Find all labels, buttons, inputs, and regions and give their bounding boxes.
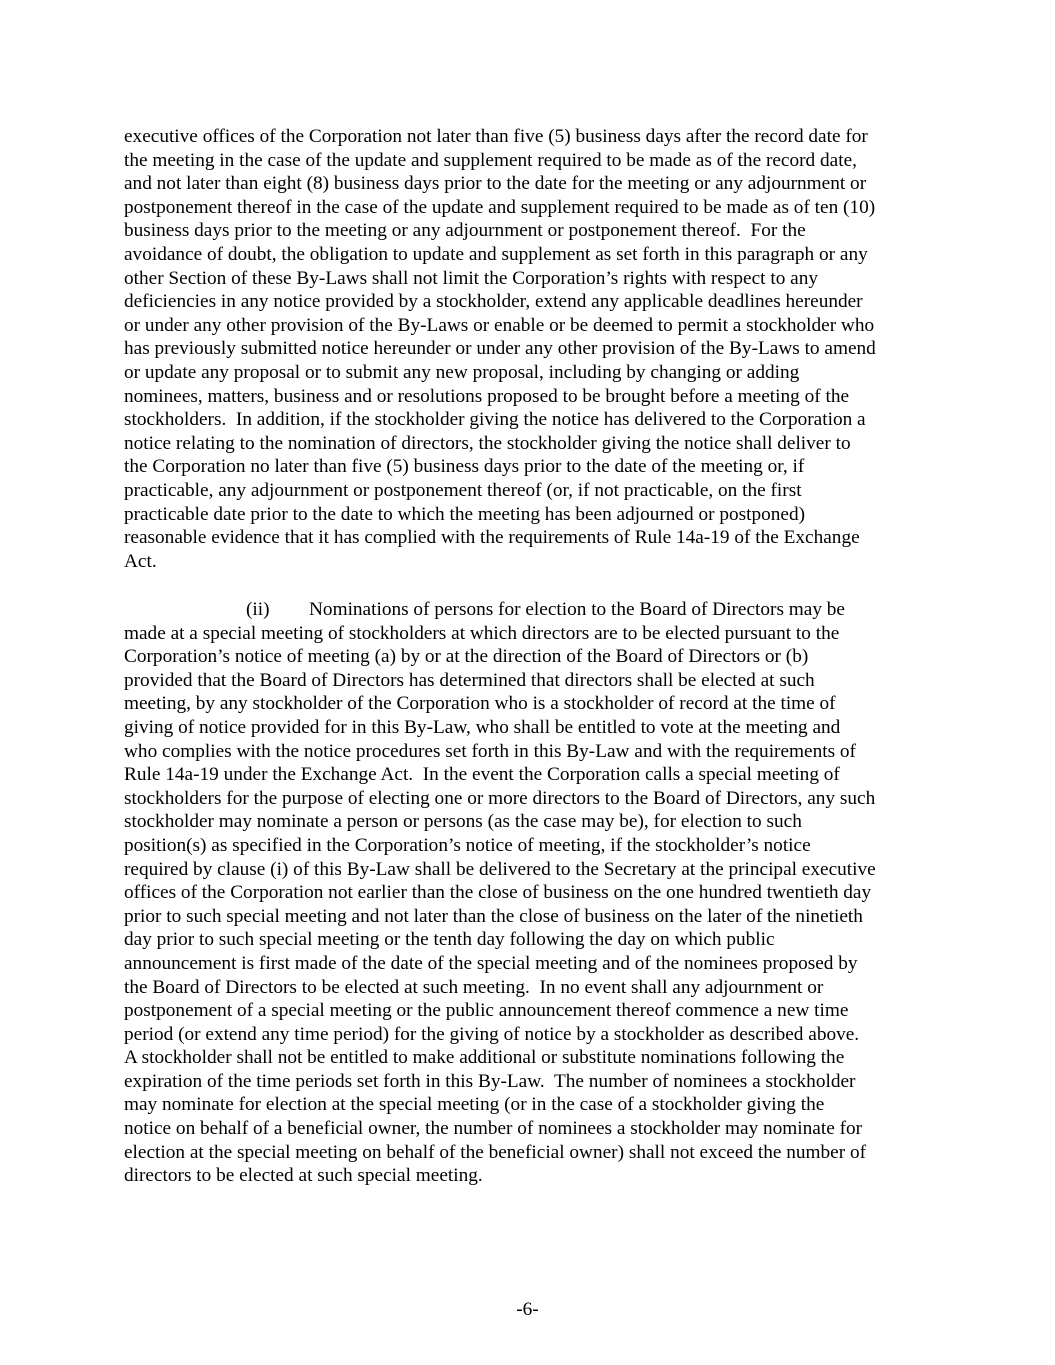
text-line: practicable date prior to the date to which the meeting has been adjourned or postponed): [124, 503, 806, 525]
text-line: made at a special meeting of stockholders at which directors are to be elected pursuant to the: [124, 622, 840, 644]
text-line: executive offices of the Corporation not later than five (5) business days after the record date for: [124, 126, 868, 147]
paragraph-ii-first-line: [124, 598, 936, 622]
text-line: meeting, by any stockholder of the Corporation who is a stockholder of record at the time of: [124, 693, 836, 715]
text-line: provided that the Board of Directors has determined that directors shall be elected at such: [124, 669, 815, 691]
text-line: expiration of the time periods set forth in this By-Law. The number of nominees a stockholder: [124, 1070, 856, 1092]
text-line: Rule 14a-19 under the Exchange Act. In the event the Corporation calls a special meeting of: [124, 764, 840, 786]
text-line: position(s) as specified in the Corporation’s notice of meeting, if the stockholder’s notice: [124, 834, 811, 856]
text-line: stockholder may nominate a person or persons (as the case may be), for election to such: [124, 811, 802, 833]
text-line: directors to be elected at such special meeting.: [124, 1165, 483, 1187]
text-line: giving of notice provided for in this By-Law, who shall be entitled to vote at the meeting and: [124, 716, 841, 738]
text-line: A stockholder shall not be entitled to make additional or substitute nominations following the: [124, 1047, 845, 1069]
text-line: required by clause (i) of this By-Law shall be delivered to the Secretary at the principal executive: [124, 858, 876, 880]
text-line: announcement is first made of the date of the special meeting and of the nominees proposed by: [124, 952, 858, 974]
text-line: has previously submitted notice hereunder or under any other provision of the By-Laws to amend: [124, 338, 876, 360]
text-line: the Corporation no later than five (5) business days prior to the date of the meeting or, if: [124, 456, 805, 478]
text-line: business days prior to the meeting or any adjournment or postponement thereof. For the: [124, 220, 806, 242]
text-line: or under any other provision of the By-Laws or enable or be deemed to permit a stockholder who: [124, 314, 875, 336]
text-line: who complies with the notice procedures set forth in this By-Law and with the requirements of: [124, 740, 856, 762]
text-line: Corporation’s notice of meeting (a) by or at the direction of the Board of Directors or (b): [124, 646, 809, 668]
text-line: the meeting in the case of the update and supplement required to be made as of the record date,: [124, 149, 857, 171]
text-line: election at the special meeting on behalf of the beneficial owner) shall not exceed the number of: [124, 1141, 867, 1163]
text-line: stockholders for the purpose of electing one or more directors to the Board of Directors, any such: [124, 787, 876, 809]
text-line: reasonable evidence that it has complied with the requirements of Rule 14a-19 of the Exchange: [124, 527, 860, 549]
text-line: or update any proposal or to submit any new proposal, including by changing or adding: [124, 361, 800, 383]
text-line: postponement of a special meeting or the public announcement thereof commence a new time: [124, 1000, 849, 1022]
clause-label: (ii): [246, 599, 270, 620]
paragraph-continued: [124, 125, 936, 573]
text-line: Act.: [124, 550, 157, 572]
text-line: Nominations of persons for election to the Board of Directors may be: [309, 599, 845, 620]
text-line: avoidance of doubt, the obligation to update and supplement as set forth in this paragraph or any: [124, 243, 868, 265]
text-line: the Board of Directors to be elected at such meeting. In no event shall any adjournment or: [124, 976, 824, 998]
text-line: nominees, matters, business and or resolutions proposed to be brought before a meeting of the: [124, 385, 850, 407]
text-line: postponement thereof in the case of the update and supplement required to be made as of ten (10): [124, 196, 876, 218]
text-line: day prior to such special meeting or the tenth day following the day on which public: [124, 929, 775, 951]
text-line: notice relating to the nomination of directors, the stockholder giving the notice shall deliver to: [124, 432, 851, 454]
text-line: practicable, any adjournment or postponement thereof (or, if not practicable, on the first: [124, 479, 802, 501]
text-line: notice on behalf of a beneficial owner, the number of nominees a stockholder may nominate for: [124, 1118, 863, 1140]
page-number: -6-: [516, 1299, 539, 1320]
text-line: offices of the Corporation not earlier than the close of business on the one hundred twentieth day: [124, 882, 872, 904]
text-line: period (or extend any time period) for the giving of notice by a stockholder as described above.: [124, 1023, 860, 1045]
text-line: and not later than eight (8) business days prior to the date for the meeting or any adjournment or: [124, 173, 867, 195]
text-line: prior to such special meeting and not later than the close of business on the later of the ninetieth: [124, 905, 863, 927]
paragraph-ii: [124, 598, 936, 1188]
text-line: may nominate for election at the special meeting (or in the case of a stockholder giving the: [124, 1094, 825, 1116]
text-line: deficiencies in any notice provided by a stockholder, extend any applicable deadlines hereunder: [124, 291, 863, 313]
text-line: stockholders. In addition, if the stockholder giving the notice has delivered to the Corporation a: [124, 409, 866, 431]
text-line: other Section of these By-Laws shall not limit the Corporation’s rights with respect to any: [124, 267, 819, 289]
